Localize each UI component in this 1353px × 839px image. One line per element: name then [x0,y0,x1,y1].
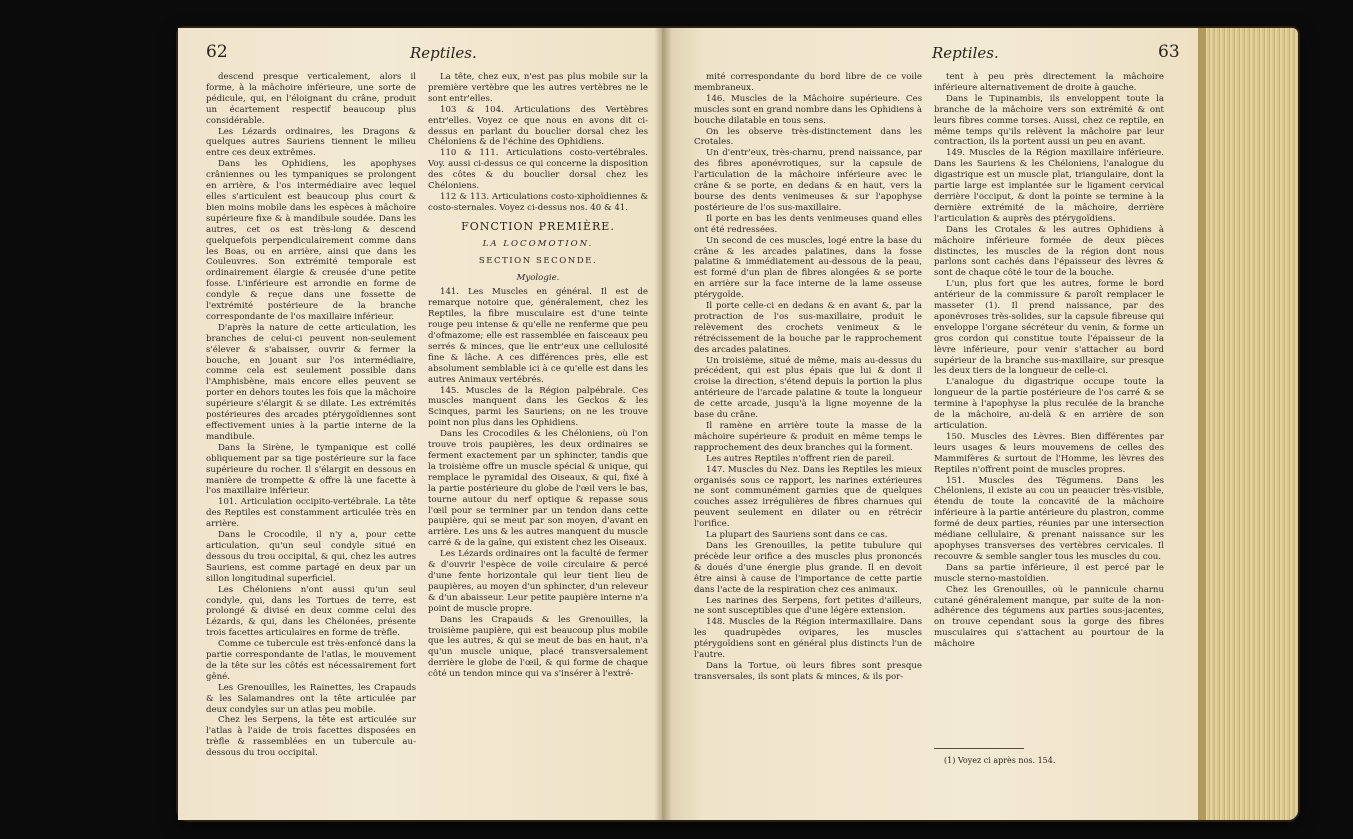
left-column-1 [206,72,416,759]
paragraph: 150. Muscles des Lèvres. Bien différentes par leurs usages & leurs mouvemens de celles des Mammifères & surtout de l'Homme, les lèvres des Reptiles n'offrent point de muscles propres. [934,431,1164,475]
paragraph: 110 & 111. Articulations costo-vertébrales. Voy. aussi ci-dessus ce qui concerne la disposition des côtes & du bouclier dorsal chez les Chéloniens. [428,148,648,192]
paragraph: Dans les Ophidiens, les apophyses crâniennes ou les tympaniques se prolongent en arrière, & l'os intermédiaire avec lequel elles s'articulent est beaucoup plus court & bien moins mobile dans les espèces à mâchoire supérieure fixe & à mandibule soudée. Dans les autres, cet os est très-long & descend quelquefois perpendiculairement comme dans les Boas, ou en arrière, ainsi que dans les Couleuvres. Son extrémité temporale est ordinairement élargie & creusée d'une petite fosse. L'inférieure est arrondie en forme de condyle & reçue dans une fossette de l'extrémité postérieure de la branche correspondante de l'os maxillaire inférieur. [206,159,416,322]
paragraph: Dans le Crocodile, il n'y a, pour cette articulation, qu'un seul condyle situé en dessous du trou occipital, & qui, chez les autres Sauriens, est comme partagé en deux par un sillon longitudinal superficiel. [206,530,416,584]
paragraph: descend presque verticalement, alors il forme, à la mâchoire inférieure, une sorte de pédicule, qui, en l'éloignant du crâne, produit un écartement respectif beaucoup plus considérable. [206,72,416,126]
right-page [662,28,1202,820]
paragraph: Comme ce tubercule est très-enfoncé dans la partie correspondante de l'atlas, le mouvement de la tête sur les côtés est nécessairement fort gêné. [206,639,416,682]
right-page-number: 63 [1158,42,1180,62]
paragraph: mité correspondante du bord libre de ce voile membraneux. [694,72,922,93]
paragraph: Un d'entr'eux, très-charnu, prend naissance, par des fibres aponévrotiques, sur la capsule de l'articulation de la mâchoire inférieure avec le crâne & se porte, en dedans & en haut, vers la bourse des dents venimeuses & sur l'apophyse postérieure de l'os sus-maxillaire. [694,148,922,213]
paragraph: 146. Muscles de la Mâchoire supérieure. Ces muscles sont en grand nombre dans les Ophidiens à bouche dilatable en tous sens. [694,93,922,126]
paragraph: Les autres Reptiles n'offrent rien de pareil. [706,453,895,464]
paragraph: Dans la Sirène, le tympanique est collé obliquement par sa tige postérieure sur la face supérieure du rocher. Il s'élargit en dessous en manière de trompette & offre là une facette à l'os maxillaire inférieur. [206,442,416,497]
paragraph: Un troisième, situé de même, mais au-dessus du précédent, qui est plus épais que lui & dont il croise la direction, s'étend depuis la portion la plus antérieure de l'arcade palatine & toute la longueur de cette arcade, jusqu'à la ligne moyenne de la base du crâne. [694,355,922,421]
paragraph: 112 & 113. Articulations costo-xiphoïdiennes & costo-sternales. Voyez ci-dessus nos. 40 & 41. [428,191,648,213]
paragraph: Il porte celle-ci en dedans & en avant &, par la protraction de l'os sus-maxillaire, produit le relèvement des crochets venimeux & le rétrécissement de la bouche par le rapprochement des arcades palatines. [694,301,922,355]
paragraph: Il ramène en arrière toute la masse de la mâchoire supérieure & produit en même temps le rapprochement des deux branches qui la forment. [694,421,922,453]
footnote-rule [934,748,1024,749]
paragraph: 147. Muscles du Nez. Dans les Reptiles les mieux organisés sous ce rapport, les narines extérieures ne sont communément garnies que de quelques couches assez irrégulières de fibres charnues qui peuvent seulement en dilater ou en rétrécir l'orifice. [694,464,923,530]
paragraph: 151. Muscles des Tégumens. Dans les Chéloniens, il existe au cou un peaucier très-visible, étendu de toute la concavité de la mâchoire inférieure à la partie antérieure du plastron, comme formé de deux parties, réunies par une intersection médiane cellulaire, & prenant naissance sur les apophyses transverses des vertèbres cervicales. Il recouvre & semble sangler tous les muscles du cou. [934,475,1164,562]
paragraph: 103 & 104. Articulations des Vertèbres entr'elles. Voyez ce que nous en avons dit ci-dessus en parlant du bouclier dorsal chez les Chéloniens & de l'échine des Ophidiens. [428,104,648,148]
paragraph: La tête, chez eux, n'est pas plus mobile sur la première vertèbre que les autres vertèbres ne le sont entr'elles. [428,72,648,104]
paragraph: Il porte en bas les dents venimeuses quand elles ont été redressées. [694,213,922,235]
paragraph: 101. Articulation occipito-vertébrale. La tête des Reptiles est constamment articulée très en arrière. [206,497,416,530]
footnote: (1) Voyez ci après nos. 154. [944,756,1056,765]
left-column-2 [428,72,648,680]
paragraph: tent à peu près directement la mâchoire inférieure alternativement de droite à gauche. [934,72,1164,93]
left-page [178,28,662,820]
paragraph: Les Lézards ordinaires ont la faculté de fermer & d'ouvrir l'espèce de voile circulaire & percé d'une fente horizontale qui leur tient lieu de paupières, au moyen d'un sphincter, d'un releveur & d'un abaisseur. Leur petite paupière interne n'a point de muscle propre. [428,549,648,614]
paragraph: Chez les Grenouilles, où le pannicule charnu cutané généralement manque, par suite de la non-adhérence des tégumens aux parties sous-jacentes, on trouve cependant sous la gorge des fibres musculaires qui s'attachent au pourtour de la mâchoire [934,584,1164,650]
right-column-2 [934,72,1164,650]
paragraph: L'un, plus fort que les autres, forme le bord antérieur de la commissure & paroît remplacer le masseter (1). Il prend naissance, par des aponévroses très-solides, sur la capsule fibreuse qui enveloppe l'organe sécréteur du venin, & forme un gros cordon qui constitue toute l'épaisseur de la lèvre inférieure, pour venir s'attacher au bord supérieur de la branche sus-maxillaire, sur presque les deux tiers de la longueur de celle-ci. [934,279,1164,377]
paragraph: 148. Muscles de la Région intermaxillaire. Dans les quadrupèdes ovipares, les muscles ptérygoïdiens sont en général plus distincts l'un de l'autre. [694,617,922,661]
paragraph: Les narines des Serpens, fort petites d'ailleurs, ne sont susceptibles que d'une légère extension. [694,595,922,617]
heading-function: FONCTION PREMIÈRE. [461,219,615,233]
paragraph: Un second de ces muscles, logé entre la base du crâne & les arcades palatines, dans la fosse palatine & immédiatement au-dessous de la peau, est formé d'un plan de fibres alongées & se porte en arrière sur la face interne de la lame osseuse ptérygoïde. [694,235,922,301]
paragraph: La plupart des Sauriens sont dans ce cas. [706,530,888,541]
book-gutter [654,28,672,820]
paragraph: L'analogue du digastrique occupe toute la longueur de la partie postérieure de l'os carré & se termine à l'apophyse la plus reculée de la branche de la mâchoire, au-delà & en arrière de son articulation. [934,377,1164,431]
paragraph: Les Grenouilles, les Rainettes, les Crapauds & les Salamandres ont la tête articulée par deux condyles sur un atlas peu mobile. [206,682,416,715]
paragraph: D'après la nature de cette articulation, les branches de celui-ci peuvent non-seulement s'élever & s'abaisser, ouvrir & fermer la bouche, en jouant sur l'os intermédiaire, comme cela est seulement possible dans l'Amphisbène, mais encore elles peuvent se porter en dehors toutes les fois que la mâchoire supérieure s'élargit & se dilate. Les extrémités postérieures des arcades ptérygoïdiennes sont effectivement unies à la partie interne de la mandibule. [206,322,416,442]
heading-locomotion: LA LOCOMOTION. [482,238,594,249]
left-running-head: Reptiles. [410,44,477,62]
paragraph: Les Chéloniens n'ont aussi qu'un seul condyle, qui, dans les Tortues de terre, est prolongé & divisé en deux comme celui des Lézards, & qui, dans les Chélonées, présente trois facettes articulaires en forme de trèfle. [206,584,416,639]
paragraph: Les Lézards ordinaires, les Dragons & quelques autres Sauriens tiennent le milieu entre ces deux extrêmes. [206,126,416,159]
heading-section: SECTION SECONDE. [478,255,598,266]
book [178,28,1298,820]
left-page-number: 62 [206,42,228,62]
right-column-1 [694,72,922,683]
paragraph: On les observe très-distinctement dans les Crotales. [694,126,922,148]
paragraph: 145. Muscles de la Région palpébrale. Ces muscles manquent dans les Geckos & les Scinques, parmi les Sauriens; on ne les trouve point non plus dans les Ophidiens. [428,385,648,429]
paragraph: Chez les Serpens, la tête est articulée sur l'atlas à l'aide de trois facettes disposées en trèfle & rassemblées en un tubercule au-dessous du trou occipital. [206,715,416,759]
paragraph: Dans les Crapauds & les Grenouilles, la troisième paupière, qui est beaucoup plus mobile que les autres, & qui se meut de bas en haut, n'a qu'un muscle unique, placé transversalement derrière le globe de l'œil, & qui forme de chaque côté un tendon mince qui va s'insérer à l'extré- [428,614,648,680]
page-edges [1201,28,1298,820]
paragraph: 149. Muscles de la Région maxillaire inférieure. Dans les Sauriens & les Chéloniens, l'analogue du digastrique est un muscle plat, triangulaire, dont la partie large est implantée sur le ligament cervical derrière l'occiput, & dont la pointe se termine à la dernière extrémité de la mâchoire, derrière l'articulation & auprès des ptérygoïdiens. [934,148,1164,224]
paragraph: Dans la Tortue, où leurs fibres sont presque transversales, ils sont plats & minces, & ils por- [694,660,922,682]
heading-myologie: Myologie. [516,272,560,283]
paragraph: 141. Les Muscles en général. Il est de remarque notoire que, généralement, chez les Reptiles, la fibre musculaire est d'une teinte rouge peu intense & qu'elle ne renferme que peu d'ofmazome; elle est rassemblée en faisceaux peu serrés & minces, que lie entr'eux une cellulosité fine & lâche. A ces différences près, elle est absolument semblable ici à ce qu'elle est dans les autres Animaux vertébrés. [428,287,648,385]
paragraph: Dans les Crocodiles & les Chéloniens, où l'on trouve trois paupières, les deux ordinaires se ferment exactement par un sphincter, tandis que la troisième offre un muscle spécial & unique, qui remplace le pyramidal des Oiseaux, & qui, fixé à la partie postérieure du globe de l'œil vers le bas, tourne autour du nerf optique & repasse sous l'œil pour se terminer par un tendon dans cette paupière, qui se meut par son moyen, d'avant en arrière. Les uns & les autres manquent du muscle carré & de la gaîne, qui existent chez les Oiseaux. [428,429,648,549]
paragraph: Dans les Grenouilles, la petite tubulure qui précède leur orifice a des muscles plus prononcés & doués d'une énergie plus grande. Il en devoit être ainsi à cause de l'importance de cette partie dans l'acte de la respiration chez ces animaux. [694,540,922,595]
paragraph: Dans les Crotales & les autres Ophidiens à mâchoire inférieure formée de deux pièces distinctes, les muscles de la région dont nous parlons sont cachés dans l'épaisseur des lèvres & sont de chaque côté le tour de la bouche. [934,224,1164,279]
paragraph: Dans le Tupinambis, ils enveloppent toute la branche de la mâchoire vers son extrémité & ont leurs fibres comme torses. Aussi, chez ce reptile, en même temps qu'ils relèvent la mâchoire par leur contraction, ils la portent aussi un peu en avant. [934,93,1164,148]
right-running-head: Reptiles. [932,44,999,62]
paragraph: Dans sa partie inférieure, il est percé par le muscle sterno-mastoïdien. [934,562,1164,584]
